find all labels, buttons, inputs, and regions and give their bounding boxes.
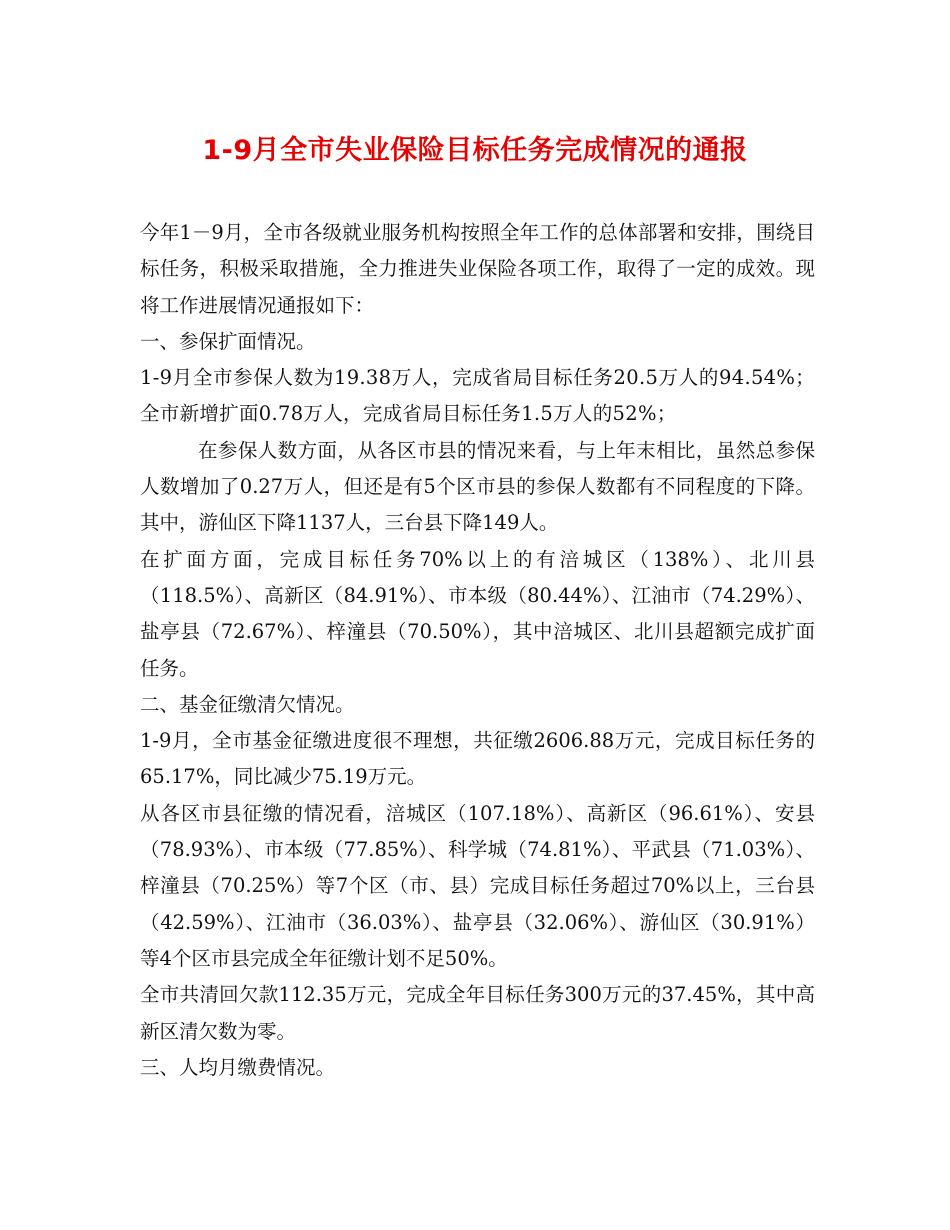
section-heading-contribution: 三、人均月缴费情况。 xyxy=(140,1055,336,1079)
arrears-paragraph: 全市共清回欠款112.35万元，完成全年目标任务300万元的37.45%，其中高新区清欠数为零。 xyxy=(140,983,815,1043)
intro-paragraph: 今年1－9月，全市各级就业服务机构按照全年工作的总体部署和安排，围绕目标任务，积极采取措施，全力推进失业保险各项工作，取得了一定的成效。现将工作进展情况通报如下： xyxy=(140,221,815,317)
document-body xyxy=(140,215,815,1086)
fund-summary-paragraph: 1-9月，全市基金征缴进度很不理想，共征缴2606.88万元，完成目标任务的65.17%，同比减少75.19万元。 xyxy=(140,729,815,789)
fund-detail-paragraph: 从各区市县征缴的情况看，涪城区（107.18%）、高新区（96.61%）、安县（78.93%）、市本级（77.85%）、科学城（74.81%）、平武县（71.03%）、梓潼县（70.25%）等7个区（市、县）完成目标任务超过70%以上，三台县（42.59%）、江油市（36.03%）、盐亭县（32.06%）、游仙区（30.91%）等4个区市县完成全年征缴计划不足50%。 xyxy=(140,801,815,970)
section-heading-fund: 二、基金征缴清欠情况。 xyxy=(140,692,355,716)
expansion-paragraph: 在扩面方面，完成目标任务70%以上的有涪城区（138%）、北川县（118.5%）、高新区（84.91%）、市本级（80.44%）、江油市（74.29%）、盐亭县（72.67%）、梓潼县（70.50%），其中涪城区、北川县超额完成扩面任务。 xyxy=(140,547,815,680)
enrollment-summary-paragraph: 1-9月全市参保人数为19.38万人，完成省局目标任务20.5万人的94.54%；全市新增扩面0.78万人，完成省局目标任务1.5万人的52%； xyxy=(140,366,815,426)
section-heading-enrollment: 一、参保扩面情况。 xyxy=(140,329,316,353)
enrollment-detail-paragraph: 在参保人数方面，从各区市县的情况来看，与上年末相比，虽然总参保人数增加了0.27万人，但还是有5个区市县的参保人数都有不同程度的下降。其中，游仙区下降1137人，三台县下降149人。 xyxy=(140,438,815,535)
document-title: 1-9月全市失业保险目标任务完成情况的通报 xyxy=(202,135,748,166)
